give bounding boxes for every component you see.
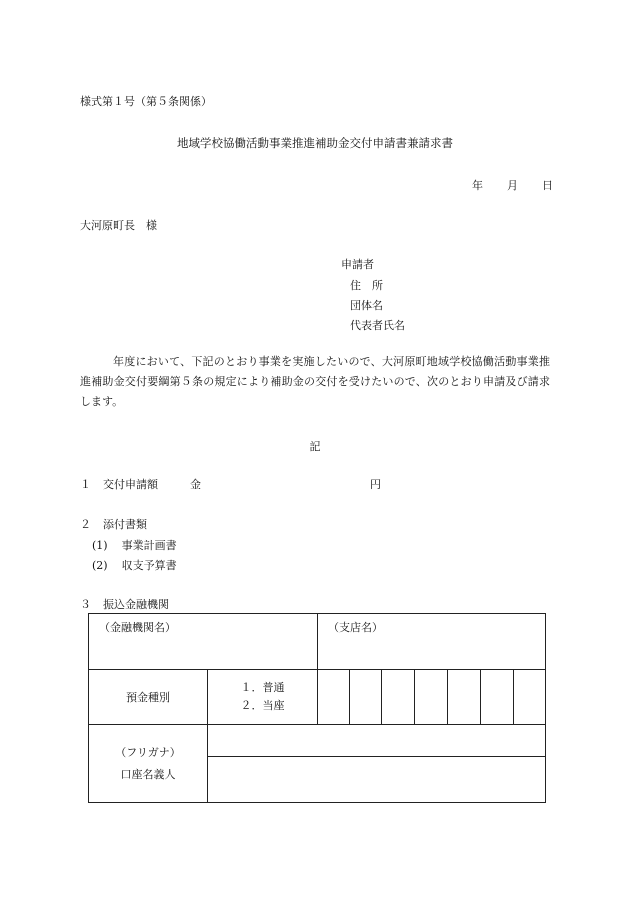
deposit-type-option[interactable]: ２．当座 — [240, 699, 285, 712]
ki-heading: 記 — [309, 440, 321, 453]
account-number-digit[interactable] — [318, 670, 350, 725]
section-1-number: １ — [80, 478, 91, 491]
attachment-item — [92, 559, 177, 573]
date-year: 年 — [472, 179, 483, 192]
applicant-representative-label: 代表者氏名 — [350, 319, 405, 332]
section-2 — [80, 518, 147, 532]
account-holder-cell[interactable] — [208, 757, 546, 803]
deposit-type-label-cell — [89, 670, 208, 725]
date-day: 日 — [542, 179, 553, 192]
section-3 — [80, 598, 169, 612]
applicant-heading: 申請者 — [341, 258, 374, 271]
addressee: 大河原町長 様 — [80, 219, 157, 232]
branch-name-label: （支店名） — [328, 621, 383, 634]
account-number-digit[interactable] — [415, 670, 448, 725]
furigana-label: （フリガナ） — [115, 745, 181, 759]
account-holder-label: 口座名義人 — [120, 767, 176, 781]
attachment-item-number: (2) — [92, 559, 108, 572]
account-number-digit[interactable] — [448, 670, 481, 725]
attachment-item-label: 収支予算書 — [121, 559, 177, 572]
section-1 — [80, 478, 201, 492]
branch-name-cell[interactable] — [318, 614, 546, 670]
applicant-organization-label: 団体名 — [350, 299, 383, 312]
attachment-item — [92, 539, 177, 553]
attachment-item-number: (1) — [92, 539, 108, 552]
date-month: 月 — [507, 179, 518, 192]
account-number-digit[interactable] — [350, 670, 382, 725]
bank-name-label: （金融機関名） — [99, 621, 176, 634]
deposit-type-label: 預金種別 — [126, 691, 170, 704]
section-1-prefix: 金 — [190, 478, 201, 491]
section-2-label: 添付書類 — [103, 518, 147, 531]
section-1-unit: 円 — [370, 478, 381, 491]
attachment-item-label: 事業計画書 — [121, 539, 177, 552]
body-text: 年度において、下記のとおり事業を実施したいので、大河原町地域学校協働活動事業推進補助金交付要綱第５条の規定により補助金の交付を受けたいので、次のとおり申請及び請求します。 — [80, 355, 550, 408]
deposit-type-option[interactable]: １．普通 — [240, 681, 285, 694]
account-number-digit[interactable] — [382, 670, 415, 725]
account-number-digit[interactable] — [481, 670, 514, 725]
section-3-label: 振込金融機関 — [103, 598, 169, 611]
bank-info-table — [88, 613, 546, 803]
document-title: 地域学校協働活動事業推進補助金交付申請書兼請求書 — [177, 136, 453, 150]
applicant-address-label: 住 所 — [350, 279, 383, 292]
account-number-digit[interactable] — [514, 670, 546, 725]
bank-name-cell[interactable] — [89, 614, 318, 670]
form-number: 様式第１号（第５条関係） — [80, 95, 212, 108]
section-1-label: 交付申請額 — [103, 478, 158, 491]
furigana-cell[interactable] — [208, 725, 546, 757]
section-2-number: ２ — [80, 518, 91, 531]
section-3-number: ３ — [80, 598, 91, 611]
deposit-type-options[interactable] — [208, 670, 318, 725]
account-holder-label-cell — [89, 725, 208, 803]
date-line — [472, 179, 553, 193]
